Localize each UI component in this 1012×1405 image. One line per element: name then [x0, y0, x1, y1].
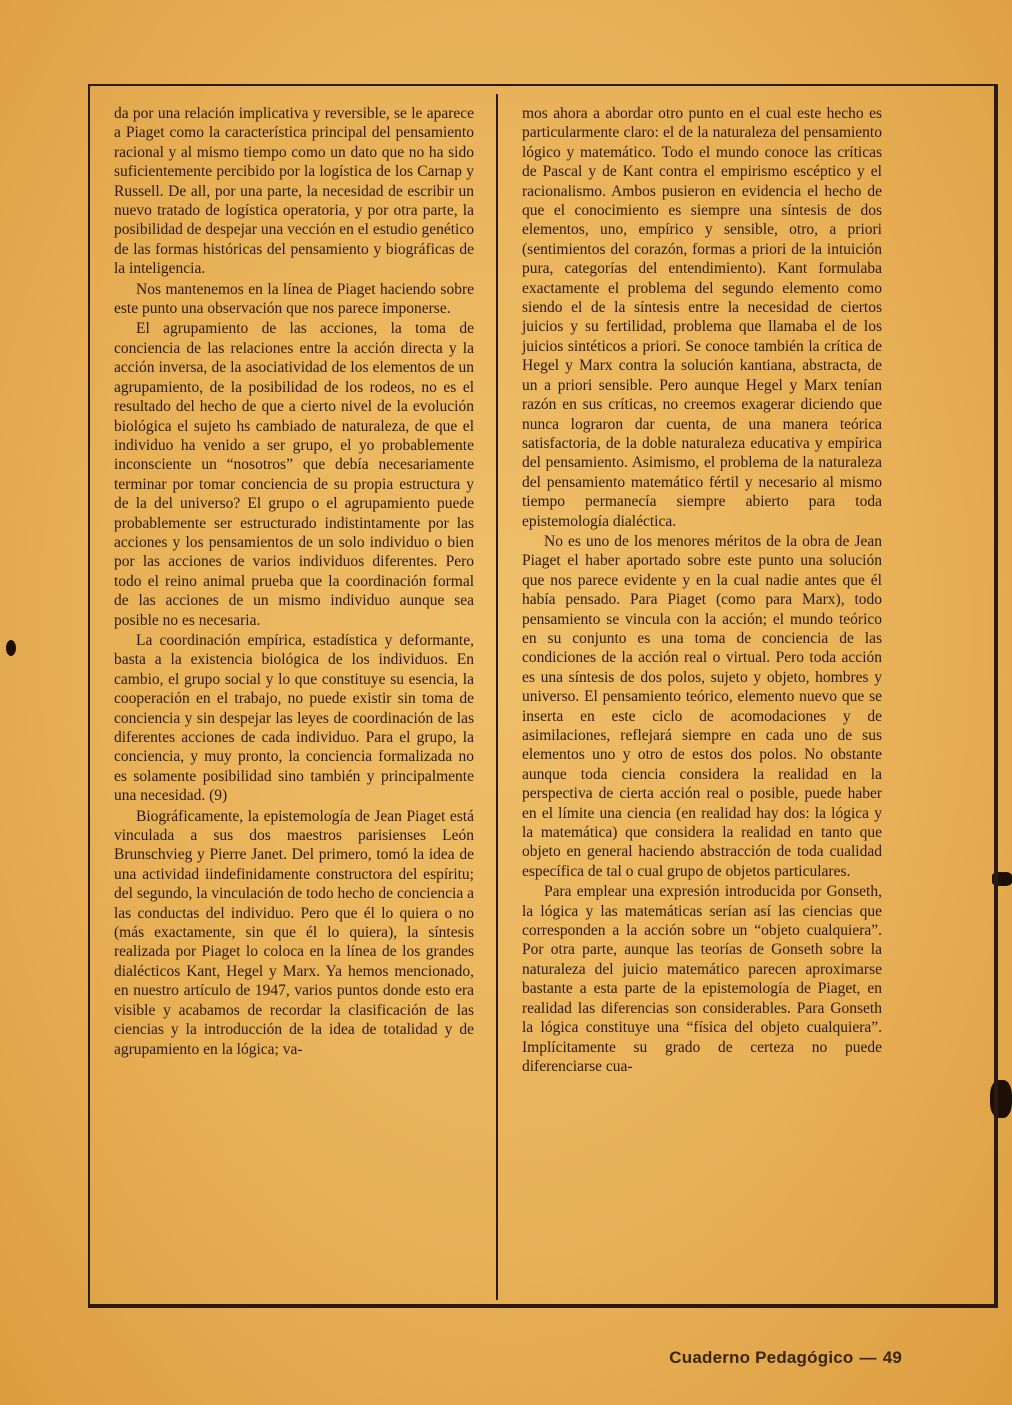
left-column — [114, 104, 474, 1059]
column-divider — [496, 94, 498, 1300]
footer-separator: — — [859, 1348, 877, 1367]
paragraph: No es uno de los menores méritos de la obra de Jean Piaget el haber aportado sobre este punto una solución que nos parece evidente y en la cual nadie antes que él había pensado. Para Piaget (como para Marx), todo pensamiento se vincula con la acción; el mundo teórico en su conjunto es una toma de conciencia de las condiciones de la acción real o virtual. Pero toda acción es una síntesis de dos polos, sujeto y objeto, hombres y universo. El pensamiento teórico, elemento nuevo que se inserta en este ciclo de acomodaciones y de asimilaciones, reflejará siempre en cada uno de sus elementos uno y otro de estos dos polos. No obstante aunque toda ciencia considera la realidad en la perspectiva de cierta acción real o posible, puede haber en el límite una ciencia (en realidad hay dos: la lógica y la matemática) que considera la realidad en tanto que objeto en general haciendo abstracción de toda cualidad específica de tal o cual grupo de objetos particulares. — [522, 532, 882, 880]
paragraph: mos ahora a abordar otro punto en el cual este hecho es particularmente claro: el de la naturaleza del pensamiento lógico y matemático. Todo el mundo conoce las críticas de Pascal y de Kant contra el empirismo escéptico y el racionalismo. Ambos pusieron en evidencia el hecho de que el conocimiento es siempre una síntesis de dos elementos, uno, empírico y sensible, otro, a priori (sentimientos del corazón, formas a priori de la intuición pura, categorías del entendimiento). Kant formulaba exactamente el problema del segundo elemento como siendo el de la síntesis entre la necesidad de ciertos juicios y su fertilidad, problema que llamaba el de los juicios sintéticos a priori. Se conoce también la crítica de Hegel y Marx contra la solución kantiana, abstracta, de un a priori sensible. Pero aunque Hegel y Marx tenían razón en sus críticas, no creemos exagerar diciendo que nunca lograron dar cuenta, de una manera teórica satisfactoria, de la doble naturaleza educativa y empírica del pensamiento. Asimismo, el problema de la naturaleza del pensamiento matemático fértil y necesario al mismo tiempo permanecía siempre abierto para toda epistemología dialéctica. — [522, 105, 882, 530]
publication-name: Cuaderno Pedagógico — [669, 1348, 854, 1367]
paragraph: da por una relación implicativa y reversible, se le aparece a Piaget como la característica principal del pensamiento racional y al mismo tiempo como un dato que no ha sido suficientemente percibido por la logística de los Carnap y Russell. De all, por una parte, la necesidad de escribir un nuevo tratado de logística operatoria, y por otra parte, la posibilidad de despejar una vección en el estudio genético de las formas históricas del pensamiento y biográficas de la inteligencia. — [114, 105, 474, 278]
paragraph: La coordinación empírica, estadística y deformante, basta a la existencia biológica de los individuos. En cambio, el grupo social y lo que constituye su esencia, la cooperación en el trabajo, no puede existir sin toma de conciencia y sin despejar las leyes de coordinación de las diferentes acciones de cada individuo. Para el grupo, la conciencia, y muy pronto, la conciencia formalizada no es solamente posibilidad sino también y principalmente una necesidad. (9) — [114, 631, 474, 805]
article-frame — [88, 84, 1008, 1316]
paragraph: Nos mantenemos en la línea de Piaget haciendo sobre este punto una observación que nos parece imponerse. — [114, 280, 474, 318]
right-column — [522, 104, 882, 1076]
page-footer — [669, 1348, 902, 1368]
page-number: 49 — [882, 1348, 902, 1367]
ink-blot — [6, 640, 16, 656]
paragraph: El agrupamiento de las acciones, la toma de conciencia de las relaciones entre la acción directa y la acción inversa, de la asociatividad de los elementos de un agrupamiento, de la posibilidad de los rodeos, no es el resultado del hecho de que a cierto nivel de la evolución biológica el sujeto hs cambiado de naturaleza, de que el individuo ha venido a ser grupo, el yo probablemente inconsciente un “nosotros” que debía necesariamente terminar por tomar conciencia de su propia estructura y de la del universo? El grupo o el agrupamiento puede probablemente ser estructurado indistintamente por las acciones y los pensamientos de un solo individuo o bien por las acciones de varios individuos diferentes. Pero todo el reino animal prueba que la coordinación formal de las acciones de un mismo individuo aunque sea posible no es necesaria. — [114, 320, 474, 629]
paragraph: Para emplear una expresión introducida por Gonseth, la lógica y las matemáticas serían así las ciencias que corresponden a la acción sobre un “objeto cualquiera”. Por otra parte, aunque las teorías de Gonseth sobre la naturaleza del juicio matemático parecen aproximarse bastante a esta parte de la epistemología de Piaget, en realidad las diferencias son considerables. Para Gonseth la lógica constituye una “física del objeto cualquiera”. Implícitamente su grado de certeza no puede diferenciarse cua- — [522, 883, 882, 1075]
paragraph: Biográficamente, la epistemología de Jean Piaget está vinculada a sus dos maestros parisienses León Brunschvieg y Pierre Janet. Del primero, tomó la idea de una actividad iindefinidamente constructora del espíritu; del segundo, la vinculación de todo hecho de conciencia a las conductas del individuo. Pero que él lo quiera o no (más exactamente, sin que él lo quiera), la síntesis realizada por Piaget lo coloca en la línea de los grandes dialécticos Kant, Hegel y Marx. Ya hemos mencionado, en nuestro artículo de 1947, varios puntos donde esto era visible y acabamos de recordar la clasificación de las ciencias y la introducción de la idea de totalidad y de agrupamiento en la lógica; va- — [114, 807, 474, 1058]
